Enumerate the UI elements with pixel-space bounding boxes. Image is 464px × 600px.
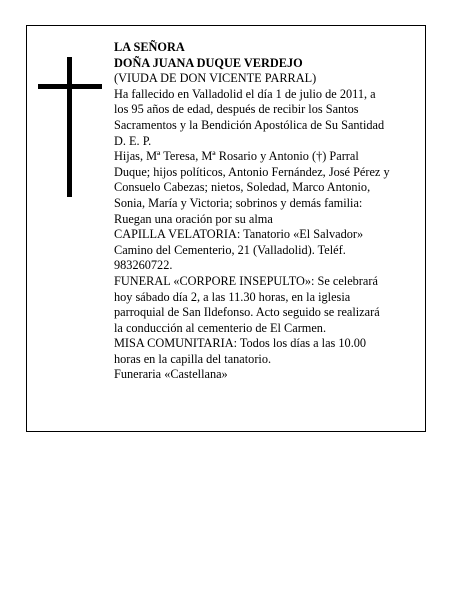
obituary-notice bbox=[26, 25, 426, 432]
family-line: Ruegan una oración por su alma bbox=[114, 211, 273, 226]
title-la-senora: LA SEÑORA bbox=[114, 40, 185, 54]
family-line: Duque; hijos políticos, Antonio Fernández, José Pérez y bbox=[114, 164, 390, 179]
cross-icon bbox=[67, 57, 72, 197]
chapel-line: Camino del Cementerio, 21 (Valladolid). Teléf. bbox=[114, 242, 346, 257]
chapel-line: 983260722. bbox=[114, 258, 173, 273]
funeral-line: FUNERAL «CORPORE INSEPULTO»: Se celebrará bbox=[114, 273, 378, 288]
widow-of: (VIUDA DE DON VICENTE PARRAL) bbox=[114, 71, 317, 86]
mass-line: horas en la capilla del tanatorio. bbox=[114, 351, 272, 366]
death-notice-line: Sacramentos y la Bendición Apostólica de Su Santidad bbox=[114, 117, 385, 132]
chapel-line: CAPILLA VELATORIA: Tanatorio «El Salvador» bbox=[114, 227, 364, 242]
funeral-line: hoy sábado día 2, a las 11.30 horas, en la iglesia bbox=[114, 289, 351, 304]
funeral-line: parroquial de San Ildefonso. Acto seguido se realizará bbox=[114, 305, 380, 320]
rip-line: D. E. P. bbox=[114, 133, 152, 148]
family-line: Hijas, Mª Teresa, Mª Rosario y Antonio (†) Parral bbox=[114, 149, 359, 164]
deceased-name: DOÑA JUANA DUQUE VERDEJO bbox=[114, 55, 303, 70]
funeral-line: la conducción al cementerio de El Carmen. bbox=[114, 320, 327, 335]
family-line: Consuelo Cabezas; nietos, Soledad, Marco Antonio, bbox=[114, 180, 371, 195]
notice-text bbox=[114, 40, 422, 383]
funeral-home: Funeraria «Castellana» bbox=[114, 367, 228, 382]
family-line: Sonia, María y Victoria; sobrinos y demás familia: bbox=[114, 195, 363, 210]
cross-icon-bar bbox=[38, 84, 102, 89]
mass-line: MISA COMUNITARIA: Todos los días a las 10.00 bbox=[114, 336, 367, 351]
death-notice-line: Ha fallecido en Valladolid el día 1 de julio de 2011, a bbox=[114, 86, 376, 101]
death-notice-line: los 95 años de edad, después de recibir los Santos bbox=[114, 102, 359, 117]
